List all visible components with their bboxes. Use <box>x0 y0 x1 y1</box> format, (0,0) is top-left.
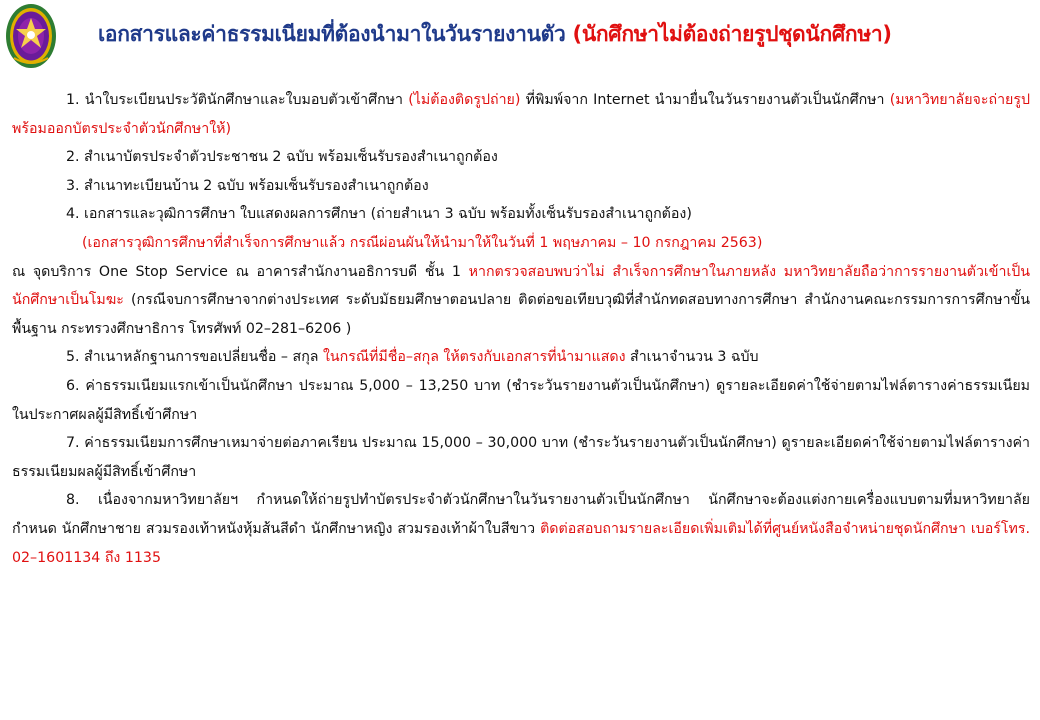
list-item-6: 6. ค่าธรรมเนียมแรกเข้าเป็นนักศึกษา ประมาณ 5,000 – 13,250 บาท (ชำระวันรายงานตัวเป็นนักศึกษา) ดูรายละเอียดค่าใช้จ่ายตามไฟล์ตารางค่าธรรมเนียมในประกาศผลผู้มีสิทธิ์เข้าศึกษา <box>12 377 1030 423</box>
list-item-5 <box>12 343 1030 372</box>
service-point-paragraph <box>12 258 1030 344</box>
item1-university-note: (มหาวิทยาลัยจะถ่ายรูปพร้อมออกบัตรประจำตัวนักศึกษาให้) <box>12 92 1030 137</box>
title-note: (นักศึกษาไม่ต้องถ่ายรูปชุดนักศึกษา) <box>572 22 892 46</box>
service-point-text: ณ จุดบริการ One Stop Service ณ อาคารสำนักงานอธิการบดี ชั้น 1 <box>12 263 461 280</box>
item5-condition: ในกรณีที่มีชื่อ–สกุล ให้ตรงกับเอกสารที่นำมาแสดง <box>323 349 626 366</box>
item1-no-photo-note: (ไม่ต้องติดรูปถ่าย) <box>408 92 521 108</box>
service-warning: หากตรวจสอบพบว่าไม่ สำเร็จการศึกษาในภายหลัง มหาวิทยาลัยถือว่าการรายงานตัวเข้าเป็นนักศึกษาเป็นโมฆะ <box>12 263 1030 309</box>
list-item-1 <box>12 86 1030 143</box>
item5-text-c: สำเนาจำนวน 3 ฉบับ <box>630 349 759 366</box>
list-item-4: 4. เอกสารและวุฒิการศึกษา ใบแสดงผลการศึกษา (ถ่ายสำเนา 3 ฉบับ พร้อมทั้งเซ็นรับรองสำเนาถูกต้อง) <box>66 206 692 223</box>
item8-contact: ติดต่อสอบถามรายละเอียดเพิ่มเติมได้ที่ศูนย์หนังสือจำหน่ายชุดนักศึกษา เบอร์โทร. 02–1601134 ถึง 1135 <box>12 520 1030 566</box>
item4-deferment-note: (เอกสารวุฒิการศึกษาที่สำเร็จการศึกษาแล้ว กรณีผ่อนผันให้นำมาให้ในวันที่ 1 พฤษภาคม – 10 กรกฎาคม 2563) <box>82 234 763 251</box>
list-item-3: 3. สำเนาทะเบียนบ้าน 2 ฉบับ พร้อมเซ็นรับรองสำเนาถูกต้อง <box>66 177 429 194</box>
item5-text-a: 5. สำเนาหลักฐานการขอเปลี่ยนชื่อ – สกุล <box>66 349 319 366</box>
item1-text-a: 1. นำใบระเบียนประวัตินักศึกษาและใบมอบตัวเข้าศึกษา <box>66 92 403 108</box>
item8-text-a: 8. เนื่องจากมหาวิทยาลัยฯ กำหนดให้ถ่ายรูปทำบัตรประจำตัวนักศึกษาในวันรายงานตัวเป็นนักศึกษา นักศึกษาจะต้องแต่งกายเครื่องแบบตามที่มหาวิทยาลัยกำหนด นักศึกษาชาย สวมรองเท้าหนังหุ้มส้นสีดำ นักศึกษาหญิง สวมรองเท้าผ้าใบสีขาว <box>12 492 1030 537</box>
title-main: เอกสารและค่าธรรมเนียมที่ต้องนำมาในวันรายงานตัว <box>98 22 566 46</box>
university-seal-icon <box>4 2 58 70</box>
list-item-2: 2. สำเนาบัตรประจำตัวประชาชน 2 ฉบับ พร้อมเซ็นรับรองสำเนาถูกต้อง <box>66 149 498 166</box>
page-title <box>98 18 1018 51</box>
list-item-8 <box>12 486 1030 572</box>
item1-text-c: ที่พิมพ์จาก Internet นำมายื่นในวันรายงานตัวเป็นนักศึกษา <box>525 92 885 108</box>
document-body <box>12 86 1030 572</box>
service-foreign-note: (กรณีจบการศึกษาจากต่างประเทศ ระดับมัธยมศึกษาตอนปลาย ติดต่อขอเทียบวุฒิที่สำนักทดสอบทางการศึกษา สำนักงานคณะกรรมการการศึกษาขั้นพื้นฐาน กระทรวงศึกษาธิการ โทรศัพท์ 02–281–6206 ) <box>12 292 1030 337</box>
list-item-7: 7. ค่าธรรมเนียมการศึกษาเหมาจ่ายต่อภาคเรียน ประมาณ 15,000 – 30,000 บาท (ชำระวันรายงานตัวเป็นนักศึกษา) ดูรายละเอียดค่าใช้จ่ายตามไฟล์ตารางค่าธรรมเนียมผลผู้มีสิทธิ์เข้าศึกษา <box>12 435 1030 480</box>
